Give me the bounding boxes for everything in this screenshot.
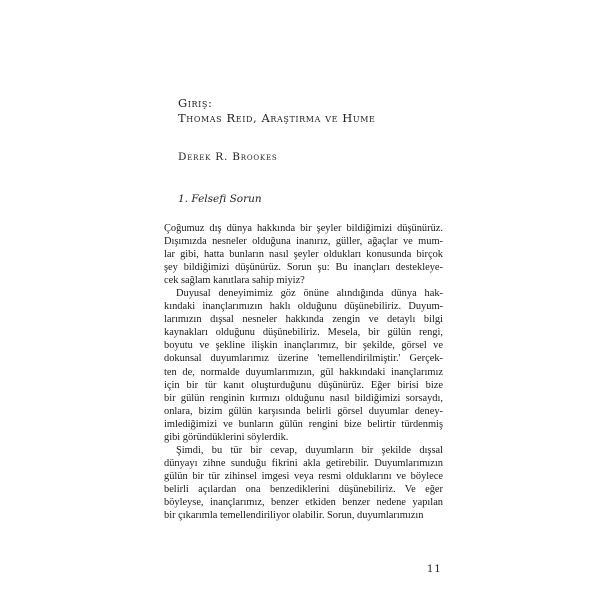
text-line: Şimdi, bu tür bir cevap, duyumların bir şekilde dışsal (176, 444, 443, 456)
text-line: ten de, normalde duyumlarımızın, gül hakkındaki inançlarımız (164, 366, 443, 378)
text-line: kaynakları olduğunu düşünebiliriz. Mesela, bir gülün rengi, (164, 327, 443, 339)
body-text (164, 222, 443, 522)
text-line: imlediğimizi ve bunların gülün rengini bize belirtir türdenmiş (164, 418, 443, 430)
author-name: Derek R. Brookes (178, 151, 278, 163)
text-line: onlara, bizim gülün karşısında belirli görsel duyumlar deney- (164, 405, 443, 417)
text-line: dünyayı zihne sunduğu fikrini akla getirebilir. Duyumlarımızın (164, 457, 443, 469)
paragraph (164, 222, 443, 287)
section-heading: 1. Felsefi Sorun (178, 193, 262, 205)
text-line: için bir tür kanıt oluşturduğunu düşünürüz. Eğer birisi bize (164, 379, 443, 391)
text-line: bir çıkarımla temellendiriliyor olabilir. Sorun, duyumlarımızın (164, 510, 424, 522)
text-line: şey bildiğimizi düşünürüz. Sorun şu: Bu inançları destekleye- (164, 262, 443, 274)
text-line: larımızın dışsal nesneler hakkında zengin ve detaylı bilgi (164, 314, 443, 326)
text-line: Dışımızda nesneler olduğuna inanırız, güller, ağaçlar ve mum- (164, 236, 443, 248)
text-line: gülün bir tür zihinsel imgesi veya resmi olduklarını ve böylece (164, 470, 443, 482)
text-line: cek sağlam kanıtlara sahip miyiz? (164, 275, 305, 287)
page-number: 11 (427, 564, 442, 575)
chapter-title (178, 96, 478, 126)
text-line: böyleyse, inançlarımız, benzer etkiden benzer nedene yapılan (164, 496, 443, 508)
chapter-title-line-2: Thomas Reid, Araştırma ve Hume (178, 111, 376, 125)
text-line: Çoğumuz dış dünya hakkında bir şeyler bildiğimizi düşünürüz. (164, 223, 443, 234)
text-line: dokunsal duyumlarımız üzerine 'temellendirilmiştir.' Gerçek- (164, 353, 443, 365)
text-line: gibi göründüklerini söylerdik. (164, 431, 289, 443)
text-line: belirli açılardan ona benzediklerini düşünebiliriz. Ve eğer (164, 483, 443, 495)
text-line: lar gibi, hatta bunların nasıl şeyler oldukları konusunda birçok (164, 249, 443, 261)
paragraph (164, 287, 443, 444)
text-line: Duyusal deneyimimiz göz önüne alındığında dünya hak- (176, 288, 443, 300)
text-line: bir gülün renginin kırmızı olduğunu nasıl bildiğimizi sorsaydı, (164, 392, 443, 404)
paragraph (164, 444, 443, 522)
text-line: boyutu ve şekline ilişkin inançlarımız, bir şekilde, görsel ve (164, 340, 443, 352)
chapter-title-line-1: Giriş: (178, 96, 213, 110)
text-line: kındaki inançlarımızın haklı olduğunu düşünebiliriz. Duyum- (164, 301, 443, 313)
